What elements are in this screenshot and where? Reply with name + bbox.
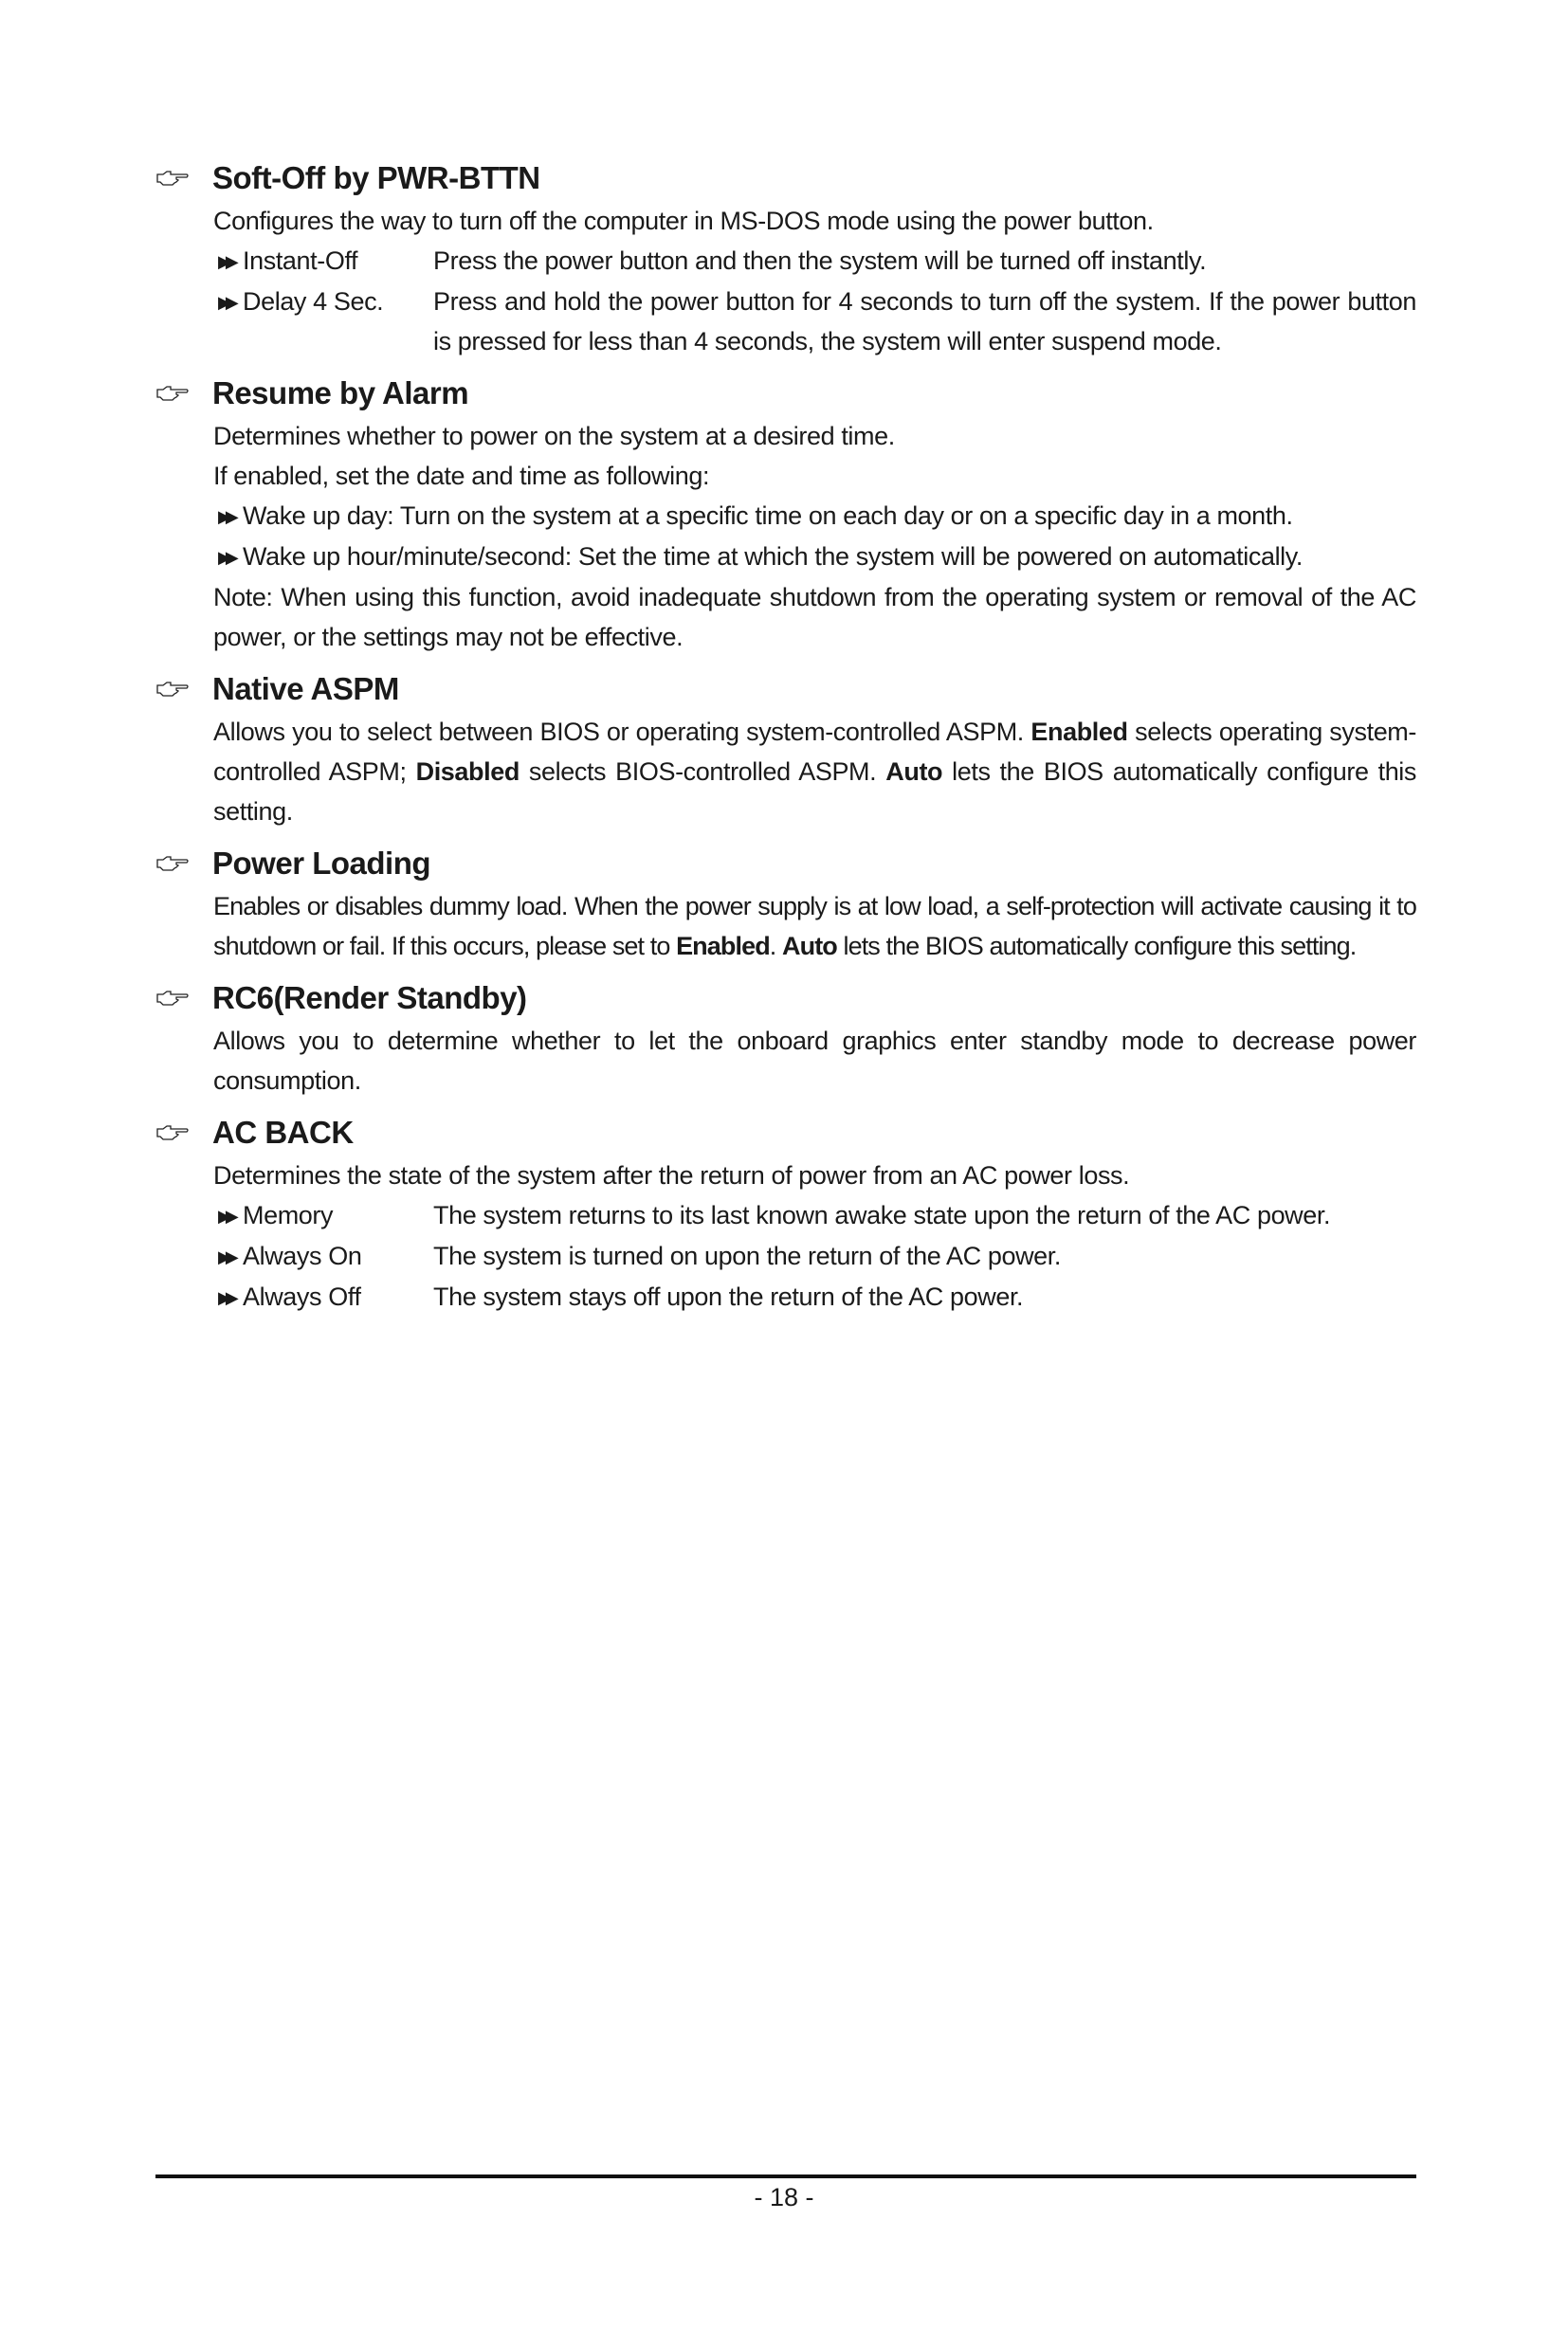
option-name: Always On xyxy=(243,1242,362,1270)
section-description: Determines the state of the system after the return of power from an AC power loss. xyxy=(213,1161,1130,1190)
text-run: Allows you to select between BIOS or operating system-controlled ASPM. xyxy=(213,718,1031,746)
option-name: Instant-Off xyxy=(243,246,358,275)
section-title: AC BACK xyxy=(212,1115,354,1150)
pointing-hand-icon xyxy=(155,850,212,877)
pointing-hand-icon xyxy=(155,1119,212,1146)
section-title: Resume by Alarm xyxy=(212,375,469,410)
section-soft-off xyxy=(155,155,1416,361)
option-description: The system stays off upon the return of the AC power. xyxy=(433,1283,1024,1311)
bold-term: Enabled xyxy=(676,932,770,960)
double-arrow-icon: ▶▶ xyxy=(218,548,233,567)
double-arrow-icon: ▶▶ xyxy=(218,252,233,271)
option-description: The system is turned on upon the return of the AC power. xyxy=(433,1242,1061,1270)
footer-divider xyxy=(155,2174,1416,2178)
pointing-hand-icon xyxy=(155,985,212,1011)
bullet-item xyxy=(213,537,1416,577)
option-row xyxy=(213,282,1416,361)
option-name: Memory xyxy=(243,1201,334,1229)
double-arrow-icon: ▶▶ xyxy=(218,507,233,526)
bold-term: Disabled xyxy=(415,757,520,786)
text-run: lets the BIOS automatically configure this setting. xyxy=(836,932,1357,960)
section-description: Configures the way to turn off the computer in MS-DOS mode using the power button. xyxy=(213,207,1154,235)
text-run: lets the BIOS automatically configure this setting. xyxy=(213,757,1417,826)
section-power-loading xyxy=(155,841,1416,966)
option-name: Always Off xyxy=(243,1283,361,1311)
section-heading xyxy=(155,975,1416,1021)
option-row xyxy=(213,1195,1416,1236)
page-number: - 18 - xyxy=(754,2183,814,2211)
text-run: . xyxy=(769,932,782,960)
section-rc6-render-standby xyxy=(155,975,1416,1101)
section-title: RC6(Render Standby) xyxy=(212,980,527,1015)
option-description: Press and hold the power button for 4 seconds to turn off the system. If the power button is pressed for less than 4 seconds, the system will enter suspend mode. xyxy=(433,287,1416,355)
section-title: Native ASPM xyxy=(212,671,399,706)
double-arrow-icon: ▶▶ xyxy=(218,293,233,312)
option-description: The system returns to its last known awake state upon the return of the AC power. xyxy=(433,1201,1331,1229)
section-ac-back xyxy=(155,1110,1416,1318)
bold-term: Auto xyxy=(782,932,837,960)
page-content xyxy=(155,155,1416,1327)
section-heading xyxy=(155,155,1416,201)
option-name: Delay 4 Sec. xyxy=(243,287,384,316)
bullet-text: Wake up hour/minute/second: Set the time at which the system will be powered on automatically. xyxy=(243,542,1303,571)
section-description: Allows you to determine whether to let the onboard graphics enter standby mode to decrease power consumption. xyxy=(213,1027,1416,1095)
section-description: Determines whether to power on the system at a desired time. xyxy=(213,422,895,450)
text-run: Enables or disables dummy load. When the power supply is at low load, a self-protection will activate causing it to shutdown or fail. If this occurs, please set to xyxy=(213,892,1416,960)
section-native-aspm xyxy=(155,666,1416,831)
note-text: Note: When using this function, avoid inadequate shutdown from the operating system or removal of the AC power, or the settings may not be effective. xyxy=(213,583,1416,651)
section-heading xyxy=(155,1110,1416,1155)
bullet-item xyxy=(213,496,1416,537)
pointing-hand-icon xyxy=(155,380,212,407)
option-row xyxy=(213,1277,1416,1318)
option-description: Press the power button and then the system will be turned off instantly. xyxy=(433,246,1207,275)
section-heading xyxy=(155,841,1416,886)
text-run: selects BIOS-controlled ASPM. xyxy=(519,757,886,786)
option-row xyxy=(213,1236,1416,1277)
bold-term: Auto xyxy=(885,757,943,786)
double-arrow-icon: ▶▶ xyxy=(218,1288,233,1307)
section-title: Power Loading xyxy=(212,846,431,881)
section-description xyxy=(213,712,1416,831)
pointing-hand-icon xyxy=(155,676,212,702)
section-title: Soft-Off by PWR-BTTN xyxy=(212,160,540,195)
bullet-text: Wake up day: Turn on the system at a specific time on each day or on a specific day in a month. xyxy=(243,501,1293,530)
section-heading xyxy=(155,371,1416,416)
double-arrow-icon: ▶▶ xyxy=(218,1247,233,1266)
section-description: If enabled, set the date and time as following: xyxy=(213,462,710,490)
double-arrow-icon: ▶▶ xyxy=(218,1207,233,1226)
bold-term: Enabled xyxy=(1030,718,1128,746)
pointing-hand-icon xyxy=(155,165,212,191)
option-row xyxy=(213,241,1416,282)
section-resume-by-alarm xyxy=(155,371,1416,657)
text-run: selects operating system-controlled ASPM; xyxy=(213,718,1416,786)
section-description xyxy=(213,886,1416,966)
section-heading xyxy=(155,666,1416,712)
